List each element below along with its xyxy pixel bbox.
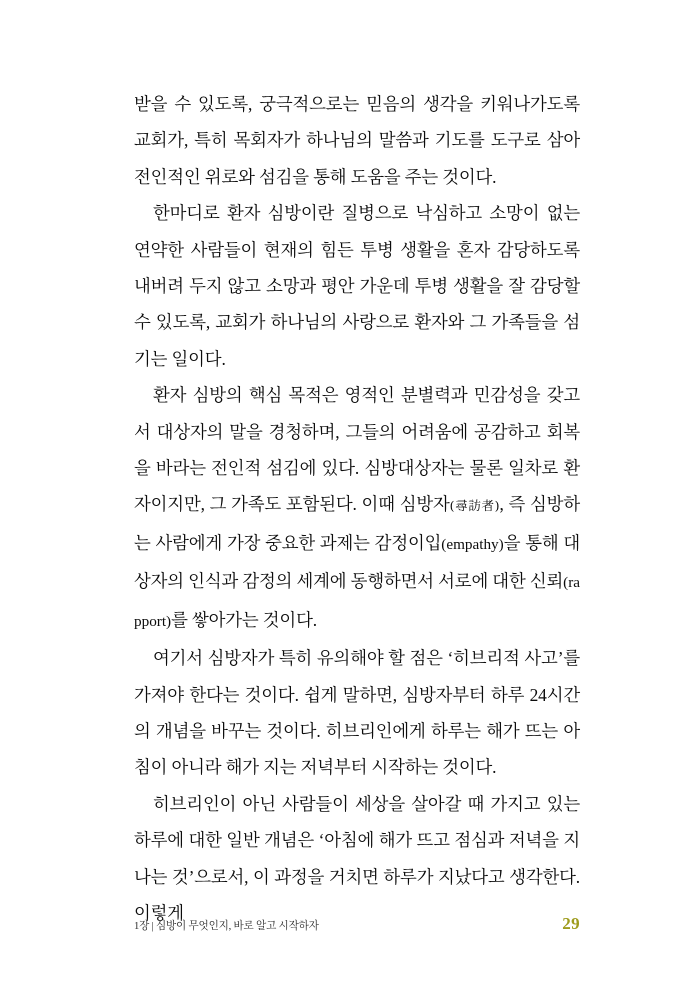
hanja-gloss: (尋訪者) bbox=[449, 498, 500, 514]
latin-gloss: (rapport) bbox=[134, 574, 580, 630]
page-body-text bbox=[134, 86, 580, 931]
body-paragraph: 여기서 심방자가 특히 유의해야 할 점은 ‘히브리적 사고’를 가져야 한다는 것이다. 쉽게 말하면, 심방자부터 하루 24시간의 개념을 바꾸는 것이다. 히브리인에게 하루는 해가 뜨는 아침이 아니라 해가 지는 저녁부터 시작하는 것이다. bbox=[134, 648, 580, 778]
body-paragraph: 받을 수 있도록, 궁극적으로는 믿음의 생각을 키워나가도록 교회가, 특히 목회자가 하나님의 말씀과 기도를 도구로 삼아 전인적인 위로와 섬김을 통해 도움을 주는 것이다. bbox=[134, 94, 580, 187]
latin-gloss: (empathy) bbox=[441, 535, 504, 553]
page-number: 29 bbox=[562, 914, 580, 933]
page-footer bbox=[134, 914, 580, 938]
body-paragraph: 환자 심방의 핵심 목적은 영적인 분별력과 민감성을 갖고서 대상자의 말을 경청하며, 그들의 어려움에 공감하고 회복을 바라는 전인적 섬김에 있다. 심방대상자는 물론 일차로 환자이지만, 그 가족도 포함된다. 이때 심방자(尋訪者), 즉 심방하는 사람에게 가장 중요한 과제는 감정이입(empathy)을 통해 대상자의 인식과 감정의 세계에 동행하면서 서로에 대한 신뢰(rapport)를 쌓아가는 것이다. bbox=[134, 385, 580, 630]
running-head: 1장 | 심방이 무엇인지, 바로 알고 시작하자 bbox=[134, 921, 319, 932]
body-paragraph: 히브리인이 아닌 사람들이 세상을 살아갈 때 가지고 있는 하루에 대한 일반 개념은 ‘아침에 해가 뜨고 점심과 저녁을 지나는 것’으로서, 이 과정을 거치면 하루가 지났다고 생각한다. 이렇게 bbox=[134, 793, 580, 923]
body-paragraph: 한마디로 환자 심방이란 질병으로 낙심하고 소망이 없는 연약한 사람들이 현재의 힘든 투병 생활을 혼자 감당하도록 내버려 두지 않고 소망과 평안 가운데 투병 생활을 잘 감당할 수 있도록, 교회가 하나님의 사랑으로 환자와 그 가족들을 섬기는 일이다. bbox=[134, 203, 580, 369]
